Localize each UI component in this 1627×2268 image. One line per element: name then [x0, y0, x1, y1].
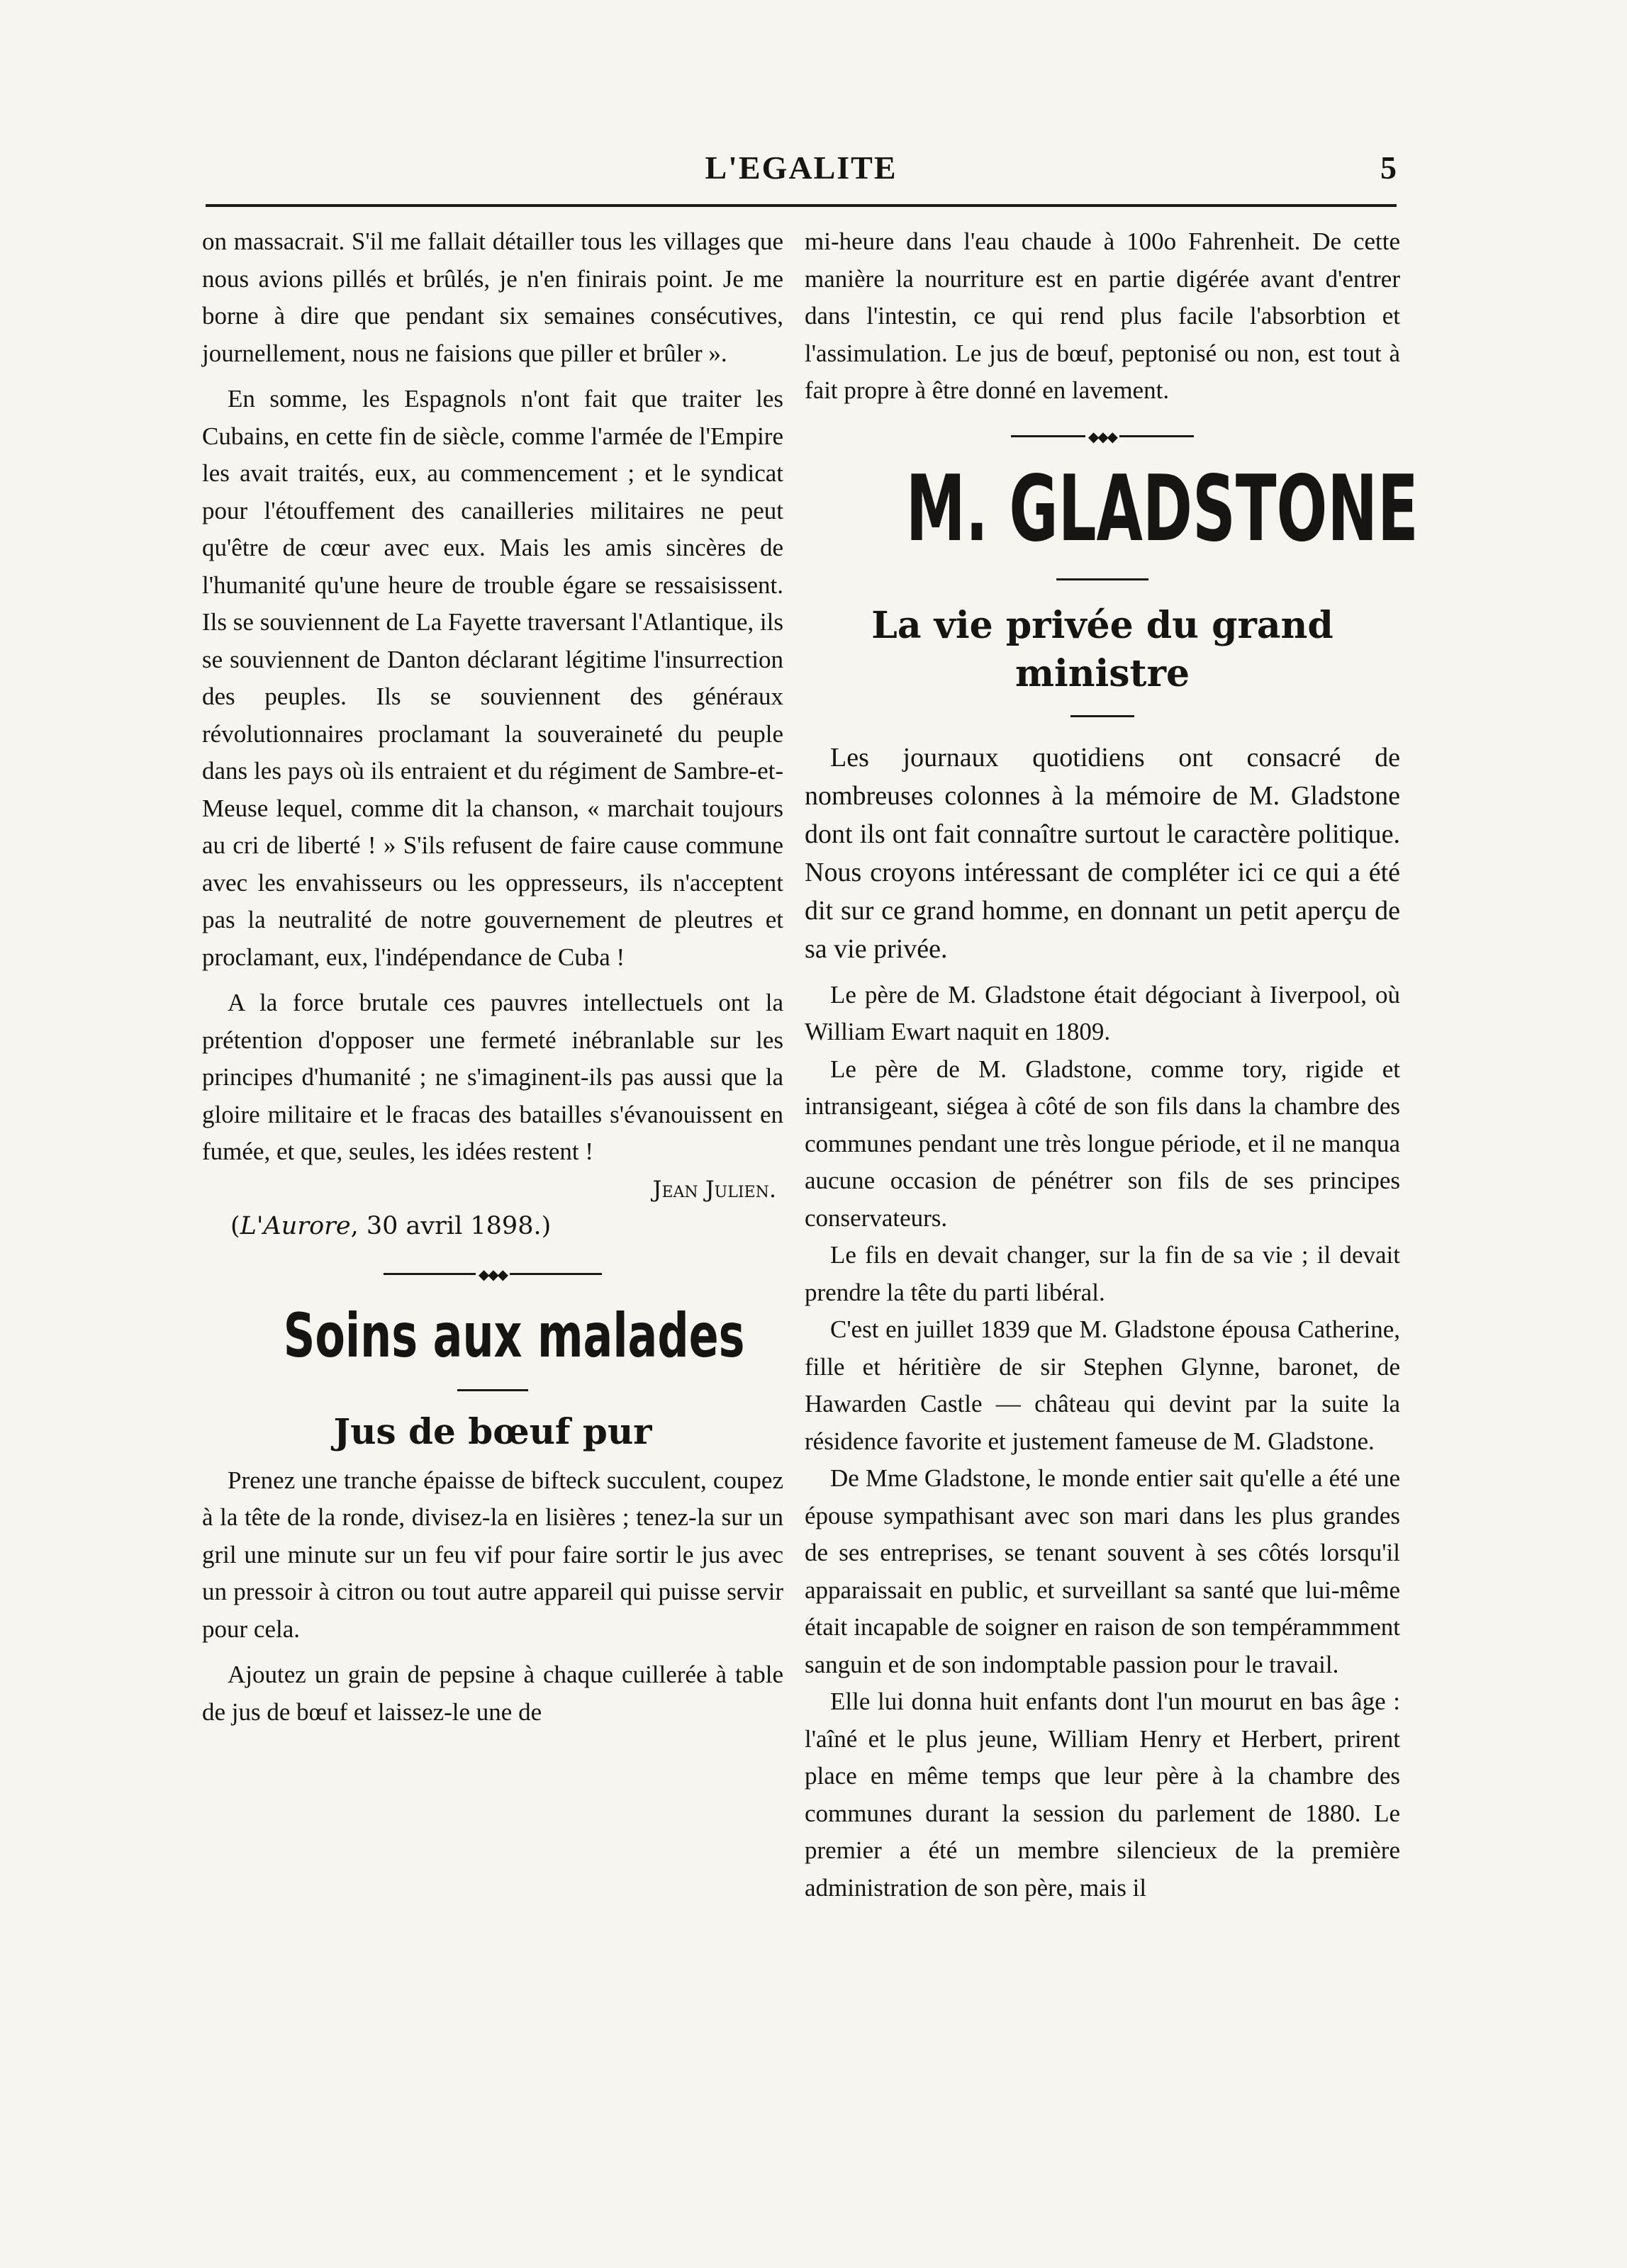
section-ornament	[202, 1260, 783, 1289]
section-title: Soins aux malades	[283, 1300, 745, 1371]
ornament-line-left	[1011, 435, 1085, 437]
citation-open: (	[230, 1211, 240, 1240]
right-paragraph-8: Elle lui donna huit enfants dont l'un mourut en bas âge : l'aîné et le plus jeune, William Henry et Herbert, prirent place en même temps que leur père à la chambre des communes durant la session du parlement de 1880. Le premier a été un membre silencieux de la première administration de son père, mais il	[805, 1688, 1400, 1902]
left-column	[202, 223, 783, 1731]
right-paragraph-1: mi-heure dans l'eau chaude à 100o Fahrenheit. De cette manière la nourriture est en partie digérée avant d'entrer dans l'intestin, ce qui rend plus facile l'absorbtion et l'assimulation. Le jus de bœuf, peptonisé ou non, est tout à fait propre à être donné en lavement.	[805, 228, 1400, 404]
ornament-diamonds: ◆◆◆	[1088, 427, 1117, 445]
ornament-line-right	[1119, 435, 1194, 437]
article-ornament	[805, 422, 1400, 451]
title-rule	[1056, 578, 1148, 580]
article-citation	[202, 1208, 783, 1245]
subtitle-rule	[1070, 715, 1134, 717]
article-subtitle-line-2: ministre	[1014, 651, 1190, 695]
right-paragraph-4: Le père de M. Gladstone, comme tory, rigide et intransigeant, siégea à côté de son fils dans la chambre des communes pendant une très longue période, et il ne manqua aucune occasion de pénétrer son fils de ses principes conservateurs.	[805, 1055, 1400, 1232]
citation-source: L'Aurore	[240, 1211, 351, 1240]
page-header	[206, 149, 1397, 191]
article-title: M. GLADSTONE	[905, 456, 1419, 562]
left-paragraph-1: on massacrait. S'il me fallait détailler tous les villages que nous avions pillés et brûlés, je n'en finirais point. Je me borne à dire que pendant six semaines consécutives, journellement, nous ne faisions que piller et brûler ».	[202, 228, 783, 367]
article-signature: Jean Julien.	[652, 1175, 776, 1203]
section-subtitle: Jus de bœuf pur	[333, 1410, 652, 1452]
right-paragraph-5: Le fils en devait changer, sur la fin de sa vie ; il devait prendre la tête du parti libéral.	[805, 1241, 1400, 1306]
right-paragraph-6: C'est en juillet 1839 que M. Gladstone épousa Catherine, fille et héritière de sir Stephen Glynne, baronet, de Hawarden Castle — château qui devint par la suite la résidence favorite et justement fameuse de M. Gladstone.	[805, 1315, 1400, 1455]
right-paragraph-2: Les journaux quotidiens ont consacré de nombreuses colonnes à la mémoire de M. Gladstone dont ils ont fait connaître surtout le caractère politique. Nous croyons intéressant de compléter ici ce qui a été dit sur ce grand homme, en donnant un petit aperçu de sa vie privée.	[805, 742, 1400, 964]
page-number: 5	[1380, 150, 1397, 186]
ornament-line-right	[510, 1273, 602, 1275]
left-paragraph-2: En somme, les Espagnols n'ont fait que traiter les Cubains, en cette fin de siècle, comme l'armée de l'Empire les avait traités, eux, au commencement ; et le syndicat pour l'étouffement des canailleries militaires ne peut qu'être de cœur avec eux. Mais les amis sincères de l'humanité qu'une heure de trouble égare se ressaisissent. Ils se souviennent de La Fayette traversant l'Atlantique, ils se souviennent de Danton déclarant légitime l'insurrection des peuples. Ils se souviennent des généraux révolutionnaires proclamant la souveraineté du peuple dans les pays où ils entraient et du régiment de Sambre-et-Meuse lequel, comme dit la chanson, « marchait toujours au cri de liberté ! » S'ils refusent de faire cause commune avec les envahisseurs ou les oppresseurs, ils n'acceptent pas la neutralité de notre gouvernement de pleutres et proclamant, eux, l'indépendance de Cuba !	[202, 385, 783, 971]
article-subtitle-line-1: La vie privée du grand	[871, 603, 1334, 647]
newspaper-title: L'EGALITE	[705, 150, 898, 186]
left-paragraph-3: A la force brutale ces pauvres intellectuels ont la prétention d'opposer une fermeté inébranlable sur les principes d'humanité ; ne s'imaginent-ils pas aussi que la gloire militaire et le fracas des batailles s'évanouissent en fumée, et que, seules, les idées restent !	[202, 989, 783, 1165]
left-paragraph-4: Prenez une tranche épaisse de bifteck succulent, coupez à la tête de la ronde, divisez-la en lisières ; tenez-la sur un gril une minute sur un feu vif pour faire sortir le jus avec un pressoir à citron ou tout autre appareil qui puisse servir pour cela.	[202, 1466, 783, 1643]
right-paragraph-3: Le père de M. Gladstone était dégociant à Iiverpool, où William Ewart naquit en 1809.	[805, 980, 1400, 1045]
citation-date: , 30 avril 1898.)	[350, 1211, 552, 1240]
right-paragraph-7: De Mme Gladstone, le monde entier sait qu'elle a été une épouse sympathisant avec son mari dans les plus grandes de ses entreprises, se tenant souvent à ses côtés lorsqu'il apparaissait en public, et surveillant sa santé que lui-même était incapable de soigner en raison de son tempérammment sanguin et de son indomptable passion pour le travail.	[805, 1464, 1400, 1678]
header-rule	[206, 204, 1397, 207]
ornament-line-left	[384, 1273, 476, 1275]
right-column	[805, 223, 1419, 1907]
left-paragraph-5: Ajoutez un grain de pepsine à chaque cuillerée à table de jus de bœuf et laissez-le une de	[202, 1661, 783, 1726]
ornament-diamonds: ◆◆◆	[478, 1265, 508, 1283]
title-rule	[457, 1389, 528, 1391]
